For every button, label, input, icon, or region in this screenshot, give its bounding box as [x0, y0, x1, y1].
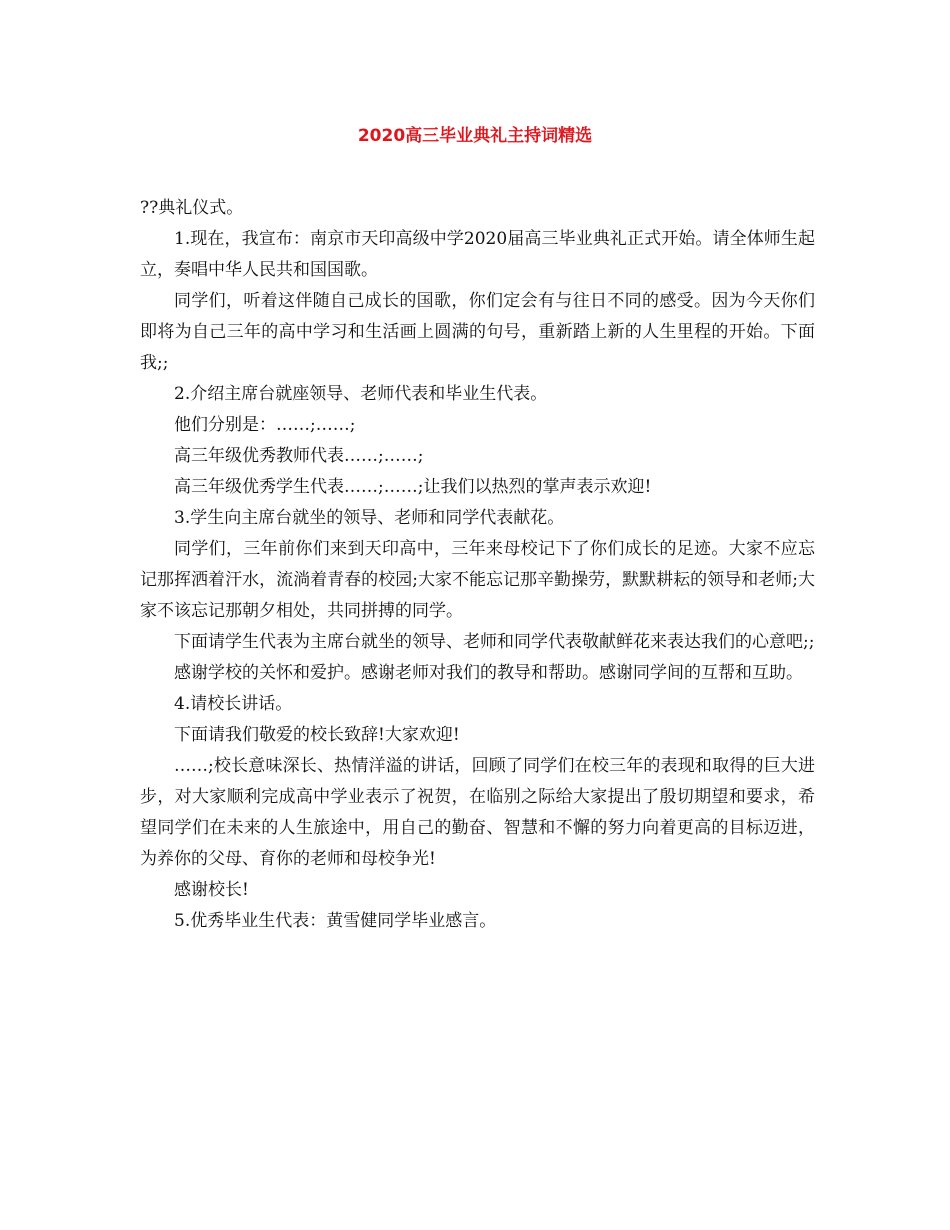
paragraph: ……;校长意味深长、热情洋溢的讲话，回顾了同学们在校三年的表现和取得的巨大进步，对大家顺利完成高中学业表示了祝贺，在临别之际给大家提出了殷切期望和要求，希望同学们在未来的人生旅途中，用自己的勤奋、智慧和不懈的努力向着更高的目标迈进，为养你的父母、育你的老师和母校争光! — [140, 756, 815, 869]
paragraph: 感谢校长! — [174, 880, 249, 900]
document-title: 2020高三毕业典礼主持词精选 — [357, 126, 593, 146]
paragraph-item-3: 3.学生向主席台就坐的领导、老师和同学代表献花。 — [174, 508, 565, 528]
paragraph-ceremony-heading: ??典礼仪式。 — [140, 198, 244, 218]
paragraph-item-2: 2.介绍主席台就座领导、老师代表和毕业生代表。 — [174, 384, 548, 404]
paragraph: 下面请学生代表为主席台就坐的领导、老师和同学代表敬献鲜花来表达我们的心意吧;; — [174, 632, 815, 652]
paragraph: 同学们，三年前你们来到天印高中，三年来母校记下了你们成长的足迹。大家不应忘记那挥洒着汗水，流淌着青春的校园;大家不能忘记那辛勤操劳，默默耕耘的领导和老师;大家不该忘记那朝夕相处，共同拼搏的同学。 — [140, 539, 815, 621]
paragraph: 高三年级优秀教师代表……;……; — [174, 446, 424, 466]
paragraph-item-1: 1.现在，我宣布：南京市天印高级中学2020届高三毕业典礼正式开始。请全体师生起立，奏唱中华人民共和国国歌。 — [140, 229, 815, 280]
paragraph: 下面请我们敬爱的校长致辞!大家欢迎! — [174, 725, 460, 745]
paragraph: 他们分别是：……;……; — [174, 415, 356, 435]
paragraph-item-5: 5.优秀毕业生代表：黄雪健同学毕业感言。 — [174, 911, 497, 931]
paragraph: 同学们，听着这伴随自己成长的国歌，你们定会有与往日不同的感受。因为今天你们即将为自己三年的高中学习和生活画上圆满的句号，重新踏上新的人生里程的开始。下面我;; — [140, 291, 815, 373]
paragraph: 高三年级优秀学生代表……;……;让我们以热烈的掌声表示欢迎! — [174, 477, 652, 497]
paragraph: 感谢学校的关怀和爱护。感谢老师对我们的教导和帮助。感谢同学间的互帮和互助。 — [174, 663, 803, 683]
document-body — [140, 193, 815, 937]
paragraph-item-4: 4.请校长讲话。 — [174, 694, 293, 714]
